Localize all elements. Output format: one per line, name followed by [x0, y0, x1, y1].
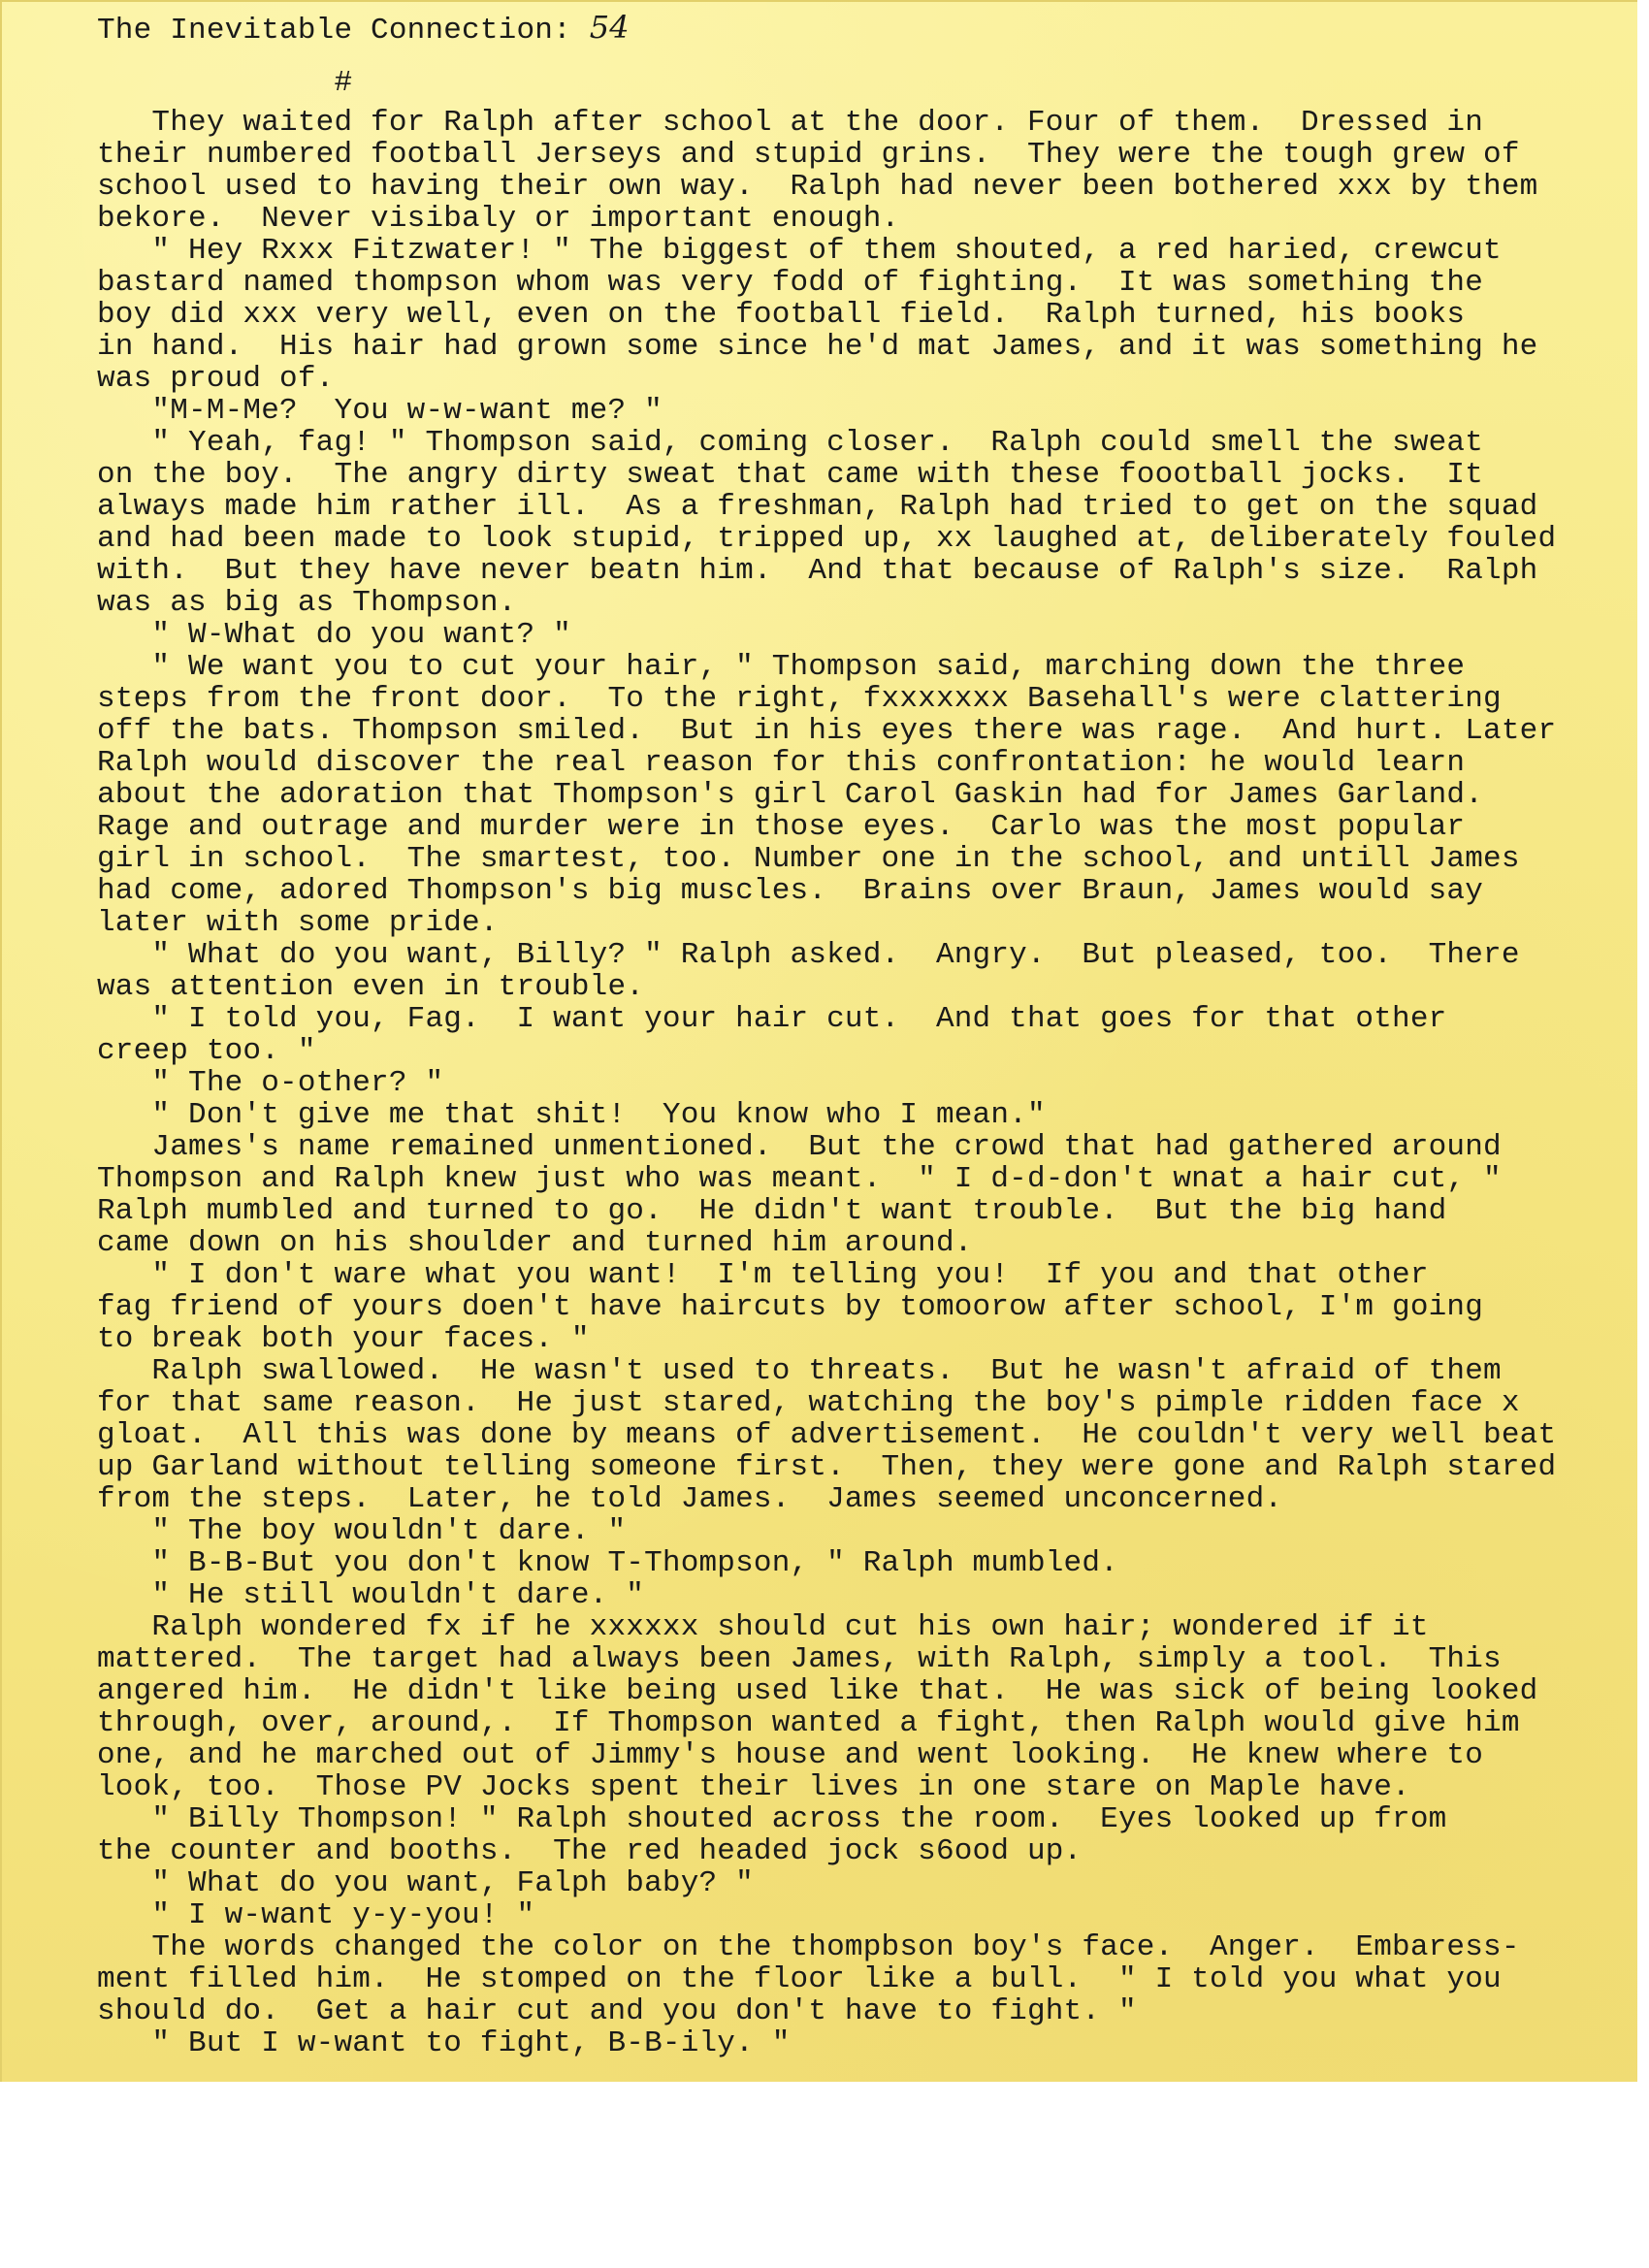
text-line: bekore. Never visibaly or important enough. [97, 202, 900, 236]
section-hash: # [334, 66, 353, 100]
text-line: " Don't give me that shit! You know who I mean." [97, 1098, 1046, 1132]
text-line: Ralph would discover the real reason for this confrontation: he would learn [97, 746, 1466, 780]
text-line: bastard named thompson whom was very fodd of fighting. It was something the [97, 266, 1484, 300]
text-line: Rage and outrage and murder were in those eyes. Carlo was the most popular [97, 810, 1466, 844]
text-line: " W-What do you want? " [97, 618, 571, 652]
text-line: " Hey Rxxx Fitzwater! " The biggest of them shouted, a red haried, crewcut [97, 234, 1502, 268]
text-line: to break both your faces. " [97, 1322, 590, 1356]
text-line: came down on his shoulder and turned him around. [97, 1226, 973, 1260]
text-line: James's name remained unmentioned. But the crowd that had gathered around [97, 1130, 1502, 1164]
text-line: up Garland without telling someone first. Then, they were gone and Ralph stared [97, 1450, 1557, 1484]
text-line: always made him rather ill. As a freshman, Ralph had tried to get on the squad [97, 490, 1538, 524]
text-line: " The o-other? " [97, 1066, 444, 1100]
text-line: in hand. His hair had grown some since he'd mat James, and it was something he [97, 330, 1538, 364]
text-line: " The boy wouldn't dare. " [97, 1514, 627, 1548]
text-line: later with some pride. [97, 906, 499, 940]
text-line: " Yeah, fag! " Thompson said, coming closer. Ralph could smell the sweat [97, 426, 1484, 460]
text-line: the counter and booths. The red headed jock s6ood up. [97, 1834, 1083, 1868]
text-line: Thompson and Ralph knew just who was meant. " I d-d-don't wnat a hair cut, " [97, 1162, 1502, 1196]
text-line: from the steps. Later, he told James. James seemed unconcerned. [97, 1482, 1283, 1516]
text-line: Ralph mumbled and turned to go. He didn't want trouble. But the big hand [97, 1194, 1447, 1228]
text-line: " He still wouldn't dare. " [97, 1578, 645, 1612]
typed-paragraphs [97, 107, 1649, 2059]
text-line: angered him. He didn't like being used like that. He was sick of being looked [97, 1674, 1538, 1708]
page-header [97, 9, 1649, 48]
text-line: was proud of. [97, 362, 335, 396]
text-line: " We want you to cut your hair, " Thompson said, marching down the three [97, 650, 1466, 684]
text-line: for that same reason. He just stared, watching the boy's pimple ridden face x [97, 1386, 1520, 1420]
manuscript-title: The Inevitable Connection: [97, 14, 571, 48]
text-line: about the adoration that Thompson's girl Carol Gaskin had for James Garland. [97, 778, 1484, 812]
text-line: " What do you want, Falph baby? " [97, 1866, 754, 1900]
text-line: gloat. All this was done by means of advertisement. He couldn't very well beat [97, 1418, 1557, 1452]
text-line: boy did xxx very well, even on the football field. Ralph turned, his books [97, 298, 1466, 332]
text-line: " Billy Thompson! " Ralph shouted across the room. Eyes looked up from [97, 1802, 1447, 1836]
text-line: fag friend of yours doen't have haircuts by tomoorow after school, I'm going [97, 1290, 1484, 1324]
text-line: girl in school. The smartest, too. Number one in the school, and untill James [97, 842, 1520, 876]
text-line: creep too. " [97, 1034, 316, 1068]
text-line: " What do you want, Billy? " Ralph asked. Angry. But pleased, too. There [97, 938, 1520, 972]
text-line: should do. Get a hair cut and you don't have to fight. " [97, 1994, 1137, 2028]
text-line: Ralph wondered fx if he xxxxxx should cut his own hair; wondered if it [97, 1610, 1429, 1644]
text-line: school used to having their own way. Ralph had never been bothered xxx by them [97, 170, 1538, 204]
text-line: They waited for Ralph after school at the door. Four of them. Dressed in [97, 106, 1484, 140]
text-line: with. But they have never beatn him. And that because of Ralph's size. Ralph [97, 554, 1538, 588]
text-line: Ralph swallowed. He wasn't used to threats. But he wasn't afraid of them [97, 1354, 1502, 1388]
text-line: The words changed the color on the thompbson boy's face. Anger. Embaress- [97, 1930, 1520, 1964]
text-line: steps from the front door. To the right, fxxxxxxx Basehall's were clattering [97, 682, 1502, 716]
text-line: off the bats. Thompson smiled. But in his eyes there was rage. And hurt. Later [97, 714, 1557, 748]
text-line: look, too. Those PV Jocks spent their lives in one stare on Maple have. [97, 1770, 1410, 1804]
text-line: their numbered football Jerseys and stupid grins. They were the tough grew of [97, 138, 1520, 172]
text-line: through, over, around,. If Thompson wanted a fight, then Ralph would give him [97, 1706, 1520, 1740]
text-line: was as big as Thompson. [97, 586, 517, 620]
page-number: 54 [589, 9, 630, 46]
text-line: " I told you, Fag. I want your hair cut. And that goes for that other [97, 1002, 1447, 1036]
text-line: " B-B-But you don't know T-Thompson, " Ralph mumbled. [97, 1546, 1118, 1580]
text-line: one, and he marched out of Jimmy's house and went looking. He knew where to [97, 1738, 1484, 1772]
text-line: and had been made to look stupid, tripped up, xx laughed at, deliberately fouled [97, 522, 1557, 556]
text-line: mattered. The target had always been James, with Ralph, simply a tool. This [97, 1642, 1502, 1676]
text-line: " I don't ware what you want! I'm telling you! If you and that other [97, 1258, 1429, 1292]
text-line: " But I w-want to fight, B-B-ily. " [97, 2026, 791, 2060]
text-line: was attention even in trouble. [97, 970, 645, 1004]
section-mark [97, 67, 1649, 99]
text-line: " I w-want y-y-you! " [97, 1898, 535, 1932]
text-line: "M-M-Me? You w-w-want me? " [97, 394, 663, 428]
text-line: on the boy. The angry dirty sweat that came with these foootball jocks. It [97, 458, 1484, 492]
text-line: ment filled him. He stomped on the floor like a bull. " I told you what you [97, 1962, 1502, 1996]
text-line: had come, adored Thompson's big muscles. Brains over Braun, James would say [97, 874, 1484, 908]
typed-text-body [97, 9, 1649, 2060]
